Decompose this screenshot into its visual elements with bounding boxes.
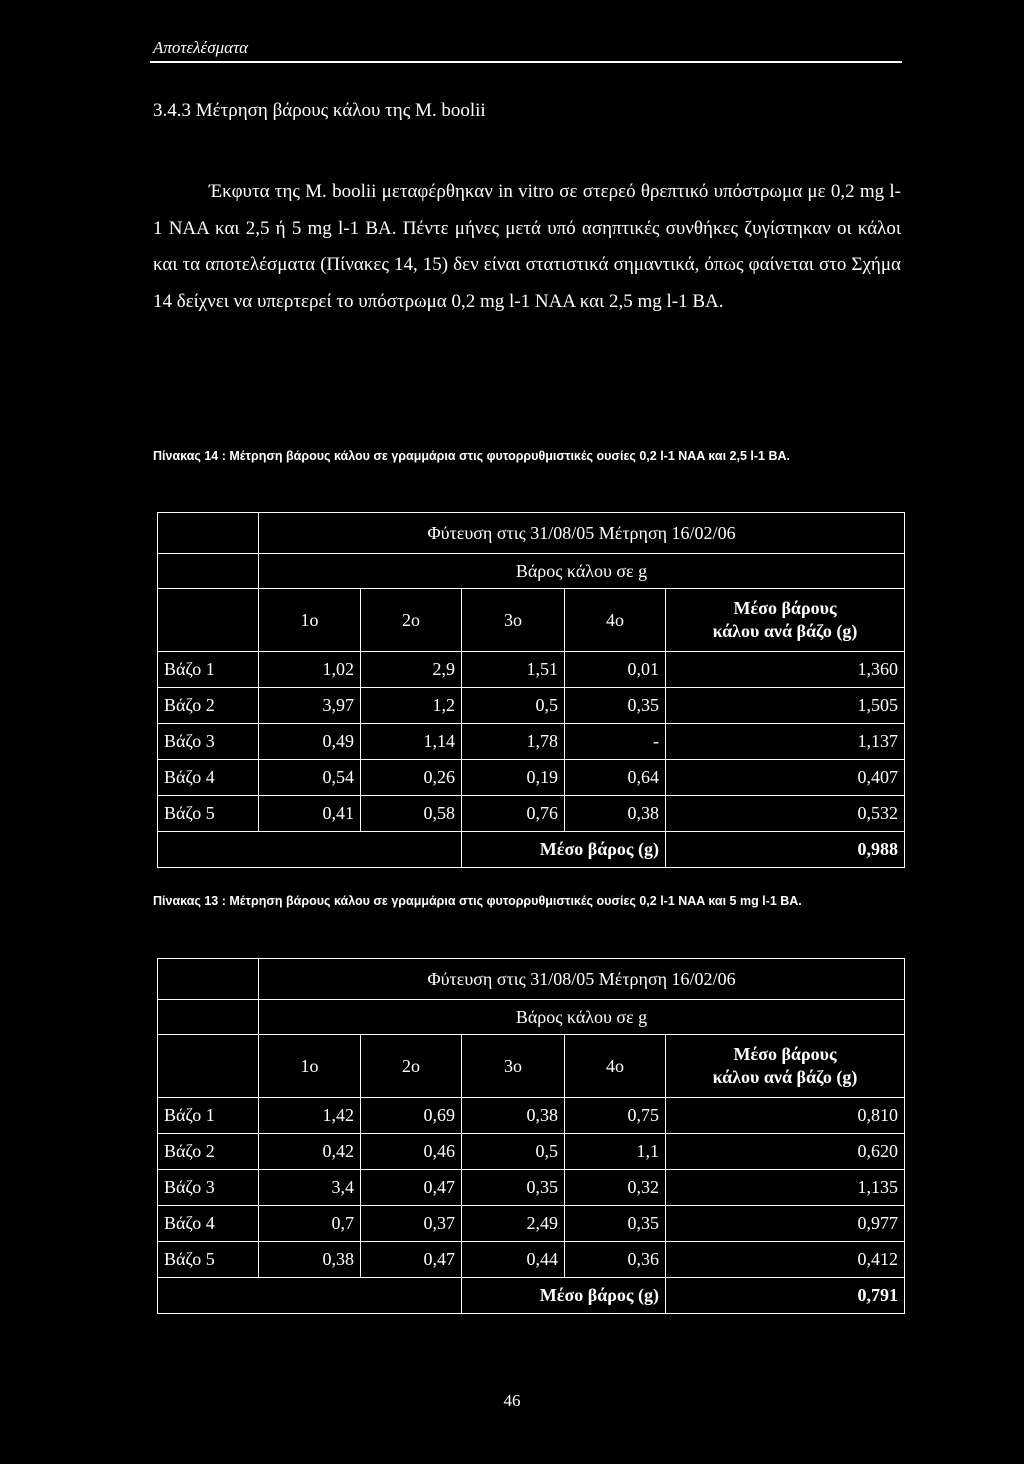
column-header: 4ο bbox=[565, 1035, 666, 1098]
cell-value: 1,51 bbox=[462, 652, 565, 688]
cell-value: 0,5 bbox=[462, 688, 565, 724]
column-header: 3ο bbox=[462, 1035, 565, 1098]
cell-value: 3,4 bbox=[259, 1170, 361, 1206]
cell-mean: 0,620 bbox=[666, 1134, 905, 1170]
cell-value: 1,78 bbox=[462, 724, 565, 760]
cell-value: 0,47 bbox=[361, 1242, 462, 1278]
row-label: Βάζο 1 bbox=[158, 652, 259, 688]
cell-value: 1,2 bbox=[361, 688, 462, 724]
table-row bbox=[158, 760, 905, 796]
cell-value: 2,49 bbox=[462, 1206, 565, 1242]
column-header: 4ο bbox=[565, 589, 666, 652]
row-label: Βάζο 4 bbox=[158, 760, 259, 796]
cell-value: 0,7 bbox=[259, 1206, 361, 1242]
table-row bbox=[158, 1206, 905, 1242]
cell-value: 0,47 bbox=[361, 1170, 462, 1206]
cell-mean: 0,532 bbox=[666, 796, 905, 832]
cell-value: 0,32 bbox=[565, 1170, 666, 1206]
cell-value: 1,1 bbox=[565, 1134, 666, 1170]
cell-value: 0,35 bbox=[565, 1206, 666, 1242]
table-row bbox=[158, 1170, 905, 1206]
row-label: Βάζο 2 bbox=[158, 688, 259, 724]
row-label: Βάζο 3 bbox=[158, 1170, 259, 1206]
cell-mean: 0,412 bbox=[666, 1242, 905, 1278]
row-label: Βάζο 4 bbox=[158, 1206, 259, 1242]
table-column-headers bbox=[158, 1035, 905, 1098]
cell-mean: 1,137 bbox=[666, 724, 905, 760]
table-total-row bbox=[158, 1278, 905, 1314]
cell-value: 0,64 bbox=[565, 760, 666, 796]
table-header-sub: Βάρος κάλου σε g bbox=[259, 1000, 905, 1035]
cell-mean: 1,360 bbox=[666, 652, 905, 688]
table-footer-blank bbox=[158, 1278, 462, 1314]
cell-value: 0,49 bbox=[259, 724, 361, 760]
cell-value: 0,37 bbox=[361, 1206, 462, 1242]
cell-value: 0,41 bbox=[259, 796, 361, 832]
table-row bbox=[158, 652, 905, 688]
overall-mean-label: Μέσο βάρος (g) bbox=[462, 1278, 666, 1314]
cell-mean: 0,810 bbox=[666, 1098, 905, 1134]
page-number: 46 bbox=[503, 1391, 521, 1410]
table-header-main: Φύτευση στις 31/08/05 Μέτρηση 16/02/06 bbox=[259, 513, 905, 554]
table-total-row bbox=[158, 832, 905, 868]
body-paragraph bbox=[153, 174, 901, 320]
column-header: 2ο bbox=[361, 1035, 462, 1098]
table-row bbox=[158, 796, 905, 832]
table-13-caption: Πίνακας 13 : Μέτρηση βάρους κάλου σε γραμμάρια στις φυτορρυθμιστικές ουσίες 0,2 l-1 NAA και 5 mg l-1 BA. bbox=[153, 894, 802, 908]
table-row bbox=[158, 688, 905, 724]
cell-value: 0,01 bbox=[565, 652, 666, 688]
cell-value: 1,14 bbox=[361, 724, 462, 760]
cell-value: 0,38 bbox=[565, 796, 666, 832]
row-label: Βάζο 3 bbox=[158, 724, 259, 760]
overall-mean-value: 0,988 bbox=[666, 832, 905, 868]
cell-value: 0,75 bbox=[565, 1098, 666, 1134]
cell-mean: 0,407 bbox=[666, 760, 905, 796]
table-corner bbox=[158, 959, 259, 1000]
table-row bbox=[158, 1242, 905, 1278]
row-label: Βάζο 5 bbox=[158, 796, 259, 832]
cell-mean: 1,505 bbox=[666, 688, 905, 724]
cell-value: 0,26 bbox=[361, 760, 462, 796]
table-corner bbox=[158, 1000, 259, 1035]
cell-value: 1,42 bbox=[259, 1098, 361, 1134]
table-13 bbox=[157, 958, 905, 1314]
table-row bbox=[158, 1134, 905, 1170]
table-column-headers bbox=[158, 589, 905, 652]
cell-value: 0,35 bbox=[565, 688, 666, 724]
cell-value: 3,97 bbox=[259, 688, 361, 724]
mean-header-line2: κάλου ανά βάζο (g) bbox=[712, 621, 858, 641]
cell-value: 0,44 bbox=[462, 1242, 565, 1278]
column-header: 1ο bbox=[259, 589, 361, 652]
table-14-caption: Πίνακας 14 : Μέτρηση βάρους κάλου σε γραμμάρια στις φυτορρυθμιστικές ουσίες 0,2 l-1 NAA και 2,5 l-1 BA. bbox=[153, 449, 790, 463]
column-header: 2ο bbox=[361, 589, 462, 652]
mean-column-header bbox=[666, 1035, 905, 1098]
cell-value: 0,46 bbox=[361, 1134, 462, 1170]
row-label: Βάζο 2 bbox=[158, 1134, 259, 1170]
table-corner bbox=[158, 513, 259, 554]
section-title: 3.4.3 Μέτρηση βάρους κάλου της M. boolii bbox=[153, 100, 486, 121]
header-rule bbox=[150, 61, 902, 63]
cell-mean: 0,977 bbox=[666, 1206, 905, 1242]
cell-value: 0,19 bbox=[462, 760, 565, 796]
cell-value: 0,54 bbox=[259, 760, 361, 796]
table-corner bbox=[158, 1035, 259, 1098]
table-corner bbox=[158, 554, 259, 589]
cell-value: 0,35 bbox=[462, 1170, 565, 1206]
cell-value: 0,38 bbox=[259, 1242, 361, 1278]
overall-mean-label: Μέσο βάρος (g) bbox=[462, 832, 666, 868]
table-row bbox=[158, 724, 905, 760]
table-header-sub: Βάρος κάλου σε g bbox=[259, 554, 905, 589]
table-14 bbox=[157, 512, 905, 868]
mean-header-line1: Μέσο βάρους bbox=[733, 1044, 837, 1064]
paragraph-text: Έκφυτα της M. boolii μεταφέρθηκαν in vitro σε στερεό θρεπτικό υπόστρωμα με 0,2 mg l-1 NAA και 2,5 ή 5 mg l-1 BA. Πέντε μήνες μετά υπό ασηπτικές συνθήκες ζυγίστηκαν οι κάλοι και τα αποτελέσματα (Πίνακες 14, 15) δεν είναι στατιστικά σημαντικά, όπως φαίνεται στο Σχήμα 14 δείχνει να υπερτερεί το υπόστρωμα 0,2 mg l-1 NAA και 2,5 mg l-1 BA. bbox=[153, 181, 901, 312]
cell-value: 0,42 bbox=[259, 1134, 361, 1170]
row-label: Βάζο 5 bbox=[158, 1242, 259, 1278]
mean-column-header bbox=[666, 589, 905, 652]
cell-value: - bbox=[565, 724, 666, 760]
cell-value: 0,76 bbox=[462, 796, 565, 832]
cell-mean: 1,135 bbox=[666, 1170, 905, 1206]
table-footer-blank bbox=[158, 832, 462, 868]
mean-header-line1: Μέσο βάρους bbox=[733, 598, 837, 618]
cell-value: 0,58 bbox=[361, 796, 462, 832]
cell-value: 0,69 bbox=[361, 1098, 462, 1134]
table-row bbox=[158, 1098, 905, 1134]
table-header-main: Φύτευση στις 31/08/05 Μέτρηση 16/02/06 bbox=[259, 959, 905, 1000]
overall-mean-value: 0,791 bbox=[666, 1278, 905, 1314]
row-label: Βάζο 1 bbox=[158, 1098, 259, 1134]
cell-value: 1,02 bbox=[259, 652, 361, 688]
cell-value: 0,36 bbox=[565, 1242, 666, 1278]
cell-value: 0,5 bbox=[462, 1134, 565, 1170]
mean-header-line2: κάλου ανά βάζο (g) bbox=[712, 1067, 858, 1087]
column-header: 1ο bbox=[259, 1035, 361, 1098]
table-corner bbox=[158, 589, 259, 652]
cell-value: 0,38 bbox=[462, 1098, 565, 1134]
column-header: 3ο bbox=[462, 589, 565, 652]
cell-value: 2,9 bbox=[361, 652, 462, 688]
running-header: Αποτελέσματα bbox=[153, 38, 249, 57]
